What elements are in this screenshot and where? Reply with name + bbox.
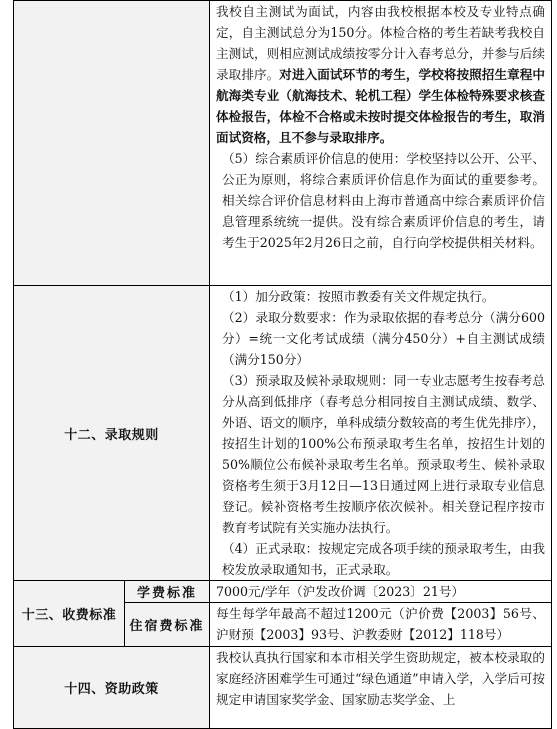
interview-bold-text: 对进入面试环节的考生，学校将按照招生章程中航海类专业（航海技术、轮机工程）学生体检特殊要求核查体检报告，体检不合格或未按时提交体检报告的考生，取消面试资格，且不参与录取排序。 bbox=[216, 67, 545, 145]
admission-rules-label: 十二、录取规则 bbox=[14, 286, 210, 581]
table-row bbox=[14, 581, 552, 603]
list-item: （4）正式录取：按规定完成各项手续的预录取考生，由我校发放录取通知书，正式录取。 bbox=[222, 541, 545, 577]
admission-rules-cell bbox=[210, 286, 552, 581]
tuition-label: 学费标准 bbox=[125, 581, 210, 603]
interview-text: 我校自主测试为面试，内容由我校根据本校及专业特点确定，自主测试总分为150分。体检合格的考生若缺考我校自主测试，则相应测试成绩按零分计入春考总分，并参与后续录取排序。 bbox=[216, 4, 545, 82]
table-row bbox=[14, 1, 552, 286]
comprehensive-evaluation-paragraph: （5）综合素质评价信息的使用：学校坚持以公开、公平、公正为原则，将综合素质评价信息作为面试的重要参考。相关综合评价信息材料由上海市普通高中综合素质评价信息管理系统统一提供。没有综合素质评价信息的考生，请考生于2025年2月26日之前，自行向学校提供相关材料。 bbox=[222, 151, 545, 250]
row-label-empty bbox=[14, 1, 210, 286]
list-item: （2）录取分数要求：作为录取依据的春考总分（满分600分）=统一文化考试成绩（满分450分）+自主测试成绩（满分150分） bbox=[222, 310, 545, 367]
list-item: （1）加分政策：按照市教委有关文件规定执行。 bbox=[222, 289, 495, 304]
lodging-value: 每生每学年最高不超过1200元（沪价费【2003】56号、沪财预【2003】93号、沪教委财【2012】118号） bbox=[210, 603, 552, 647]
admission-document bbox=[13, 0, 551, 723]
aid-policy-text: 我校认真执行国家和本市相关学生资助规定，被本校录取的家庭经济困难学生可通过“绿色通道”申请入学，入学后可按规定申请国家奖学金、国家励志奖学金、上 bbox=[210, 647, 552, 729]
interview-paragraph bbox=[216, 1, 545, 148]
interview-cell bbox=[210, 1, 552, 286]
admission-rules-table bbox=[13, 0, 552, 729]
lodging-label: 住宿费标准 bbox=[125, 603, 210, 647]
table-row bbox=[14, 647, 552, 729]
aid-policy-label: 十四、资助政策 bbox=[14, 647, 210, 729]
list-item: （3）预录取及候补录取规则：同一专业志愿考生按春考总分从高到低排序（春考总分相同按自主测试成绩、数学、外语、语文的顺序，单科成绩分数较高的考生优先排序），按招生计划的100%公布预录取考生名单，按招生计划的50%顺位公布候补录取考生名单。预录取考生、候补录取资格考生须于3月12日—13日通过网上进行录取专业信息登记。候补资格考生按顺序依次候补。相关登记程序按市教育考试院有关实施办法执行。 bbox=[222, 373, 545, 535]
tuition-value: 7000元/学年（沪发改价调〔2023〕21号） bbox=[210, 581, 552, 603]
fees-label: 十三、收费标准 bbox=[14, 581, 125, 647]
table-row bbox=[14, 286, 552, 581]
